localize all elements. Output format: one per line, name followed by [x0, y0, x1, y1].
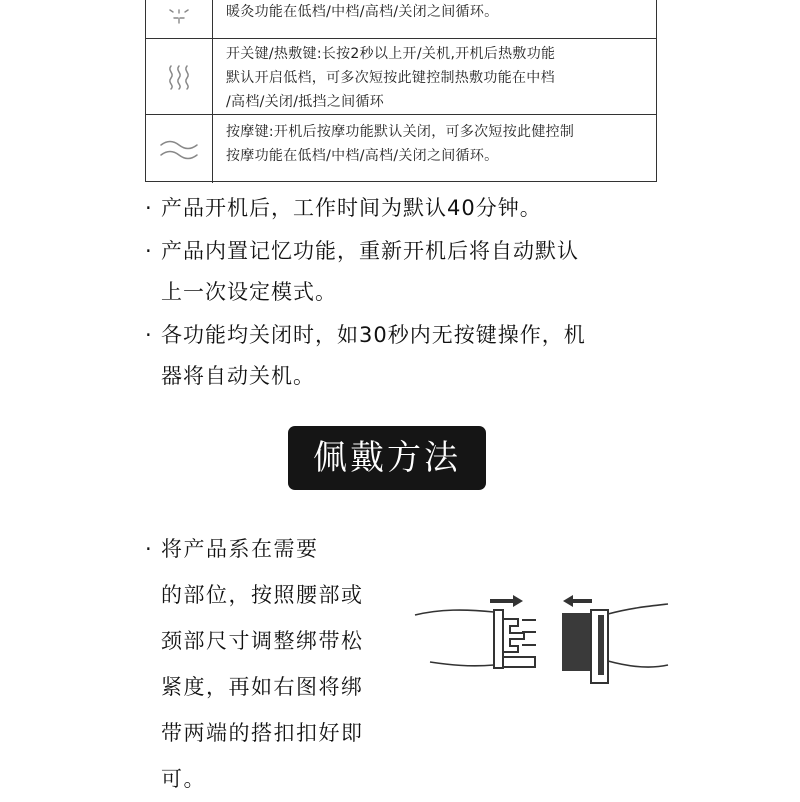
bullet-dot: ·	[145, 196, 153, 220]
section-title: 佩戴方法	[288, 426, 486, 490]
instruction-text: 将产品系在需要	[161, 537, 319, 561]
list-item-line: 产品开机后，工作时间为默认40分钟。	[161, 196, 542, 220]
icon-cell	[146, 115, 213, 183]
icon-cell	[146, 0, 213, 38]
table-text-line: 按摩键:开机后按摩功能默认关闭，可多次短按此健控制	[226, 124, 575, 140]
bullet-dot: ·	[145, 537, 154, 561]
massage-wave-icon	[158, 134, 200, 164]
table-text-line: 默认开启低档，可多次短按此键控制热敷功能在中档	[226, 70, 555, 86]
notes-list	[145, 188, 665, 397]
instruction-line: 颈部尺寸调整绑带松	[161, 629, 364, 653]
instruction-line: 的部位，按照腰部或	[161, 583, 364, 607]
table-text-line: 按摩功能在低档/中档/高档/关闭之间循环。	[226, 148, 499, 164]
table-text-line: /高档/关闭/抵挡之间循环	[226, 94, 385, 110]
table-text-line: 暖灸功能在低档/中档/高档/关闭之间循环。	[226, 4, 499, 20]
table-row-text	[226, 39, 650, 115]
list-item-line: 上一次设定模式。	[161, 280, 337, 304]
icon-cell	[146, 39, 213, 115]
bullet-dot: ·	[145, 239, 153, 263]
table-row	[146, 0, 656, 38]
table-row	[146, 114, 656, 183]
list-item-line: 各功能均关闭时，如30秒内无按键操作，机	[161, 323, 586, 347]
instruction-line	[145, 526, 405, 572]
table-row-text	[226, 115, 650, 183]
instruction-line: 带两端的搭扣扣好即	[161, 721, 364, 745]
list-item	[145, 231, 665, 313]
function-table	[145, 0, 657, 182]
table-text-line: 开关键/热敷键:长按2秒以上开/关机,开机后热敷功能	[226, 46, 556, 62]
list-item	[145, 315, 665, 397]
buckle-fastening-icon	[410, 585, 675, 695]
heat-wave-icon	[164, 62, 194, 92]
wearing-instructions	[145, 526, 405, 802]
table-row-text	[226, 0, 650, 38]
list-item-line: 产品内置记忆功能，重新开机后将自动默认	[161, 239, 579, 263]
table-row	[146, 38, 656, 115]
bullet-dot: ·	[145, 323, 153, 347]
instruction-line: 紧度，再如右图将绑	[161, 675, 364, 699]
list-item-line: 器将自动关机。	[161, 364, 315, 388]
list-item	[145, 188, 665, 229]
warm-moxibustion-icon	[164, 4, 194, 34]
instruction-line: 可。	[161, 767, 206, 791]
